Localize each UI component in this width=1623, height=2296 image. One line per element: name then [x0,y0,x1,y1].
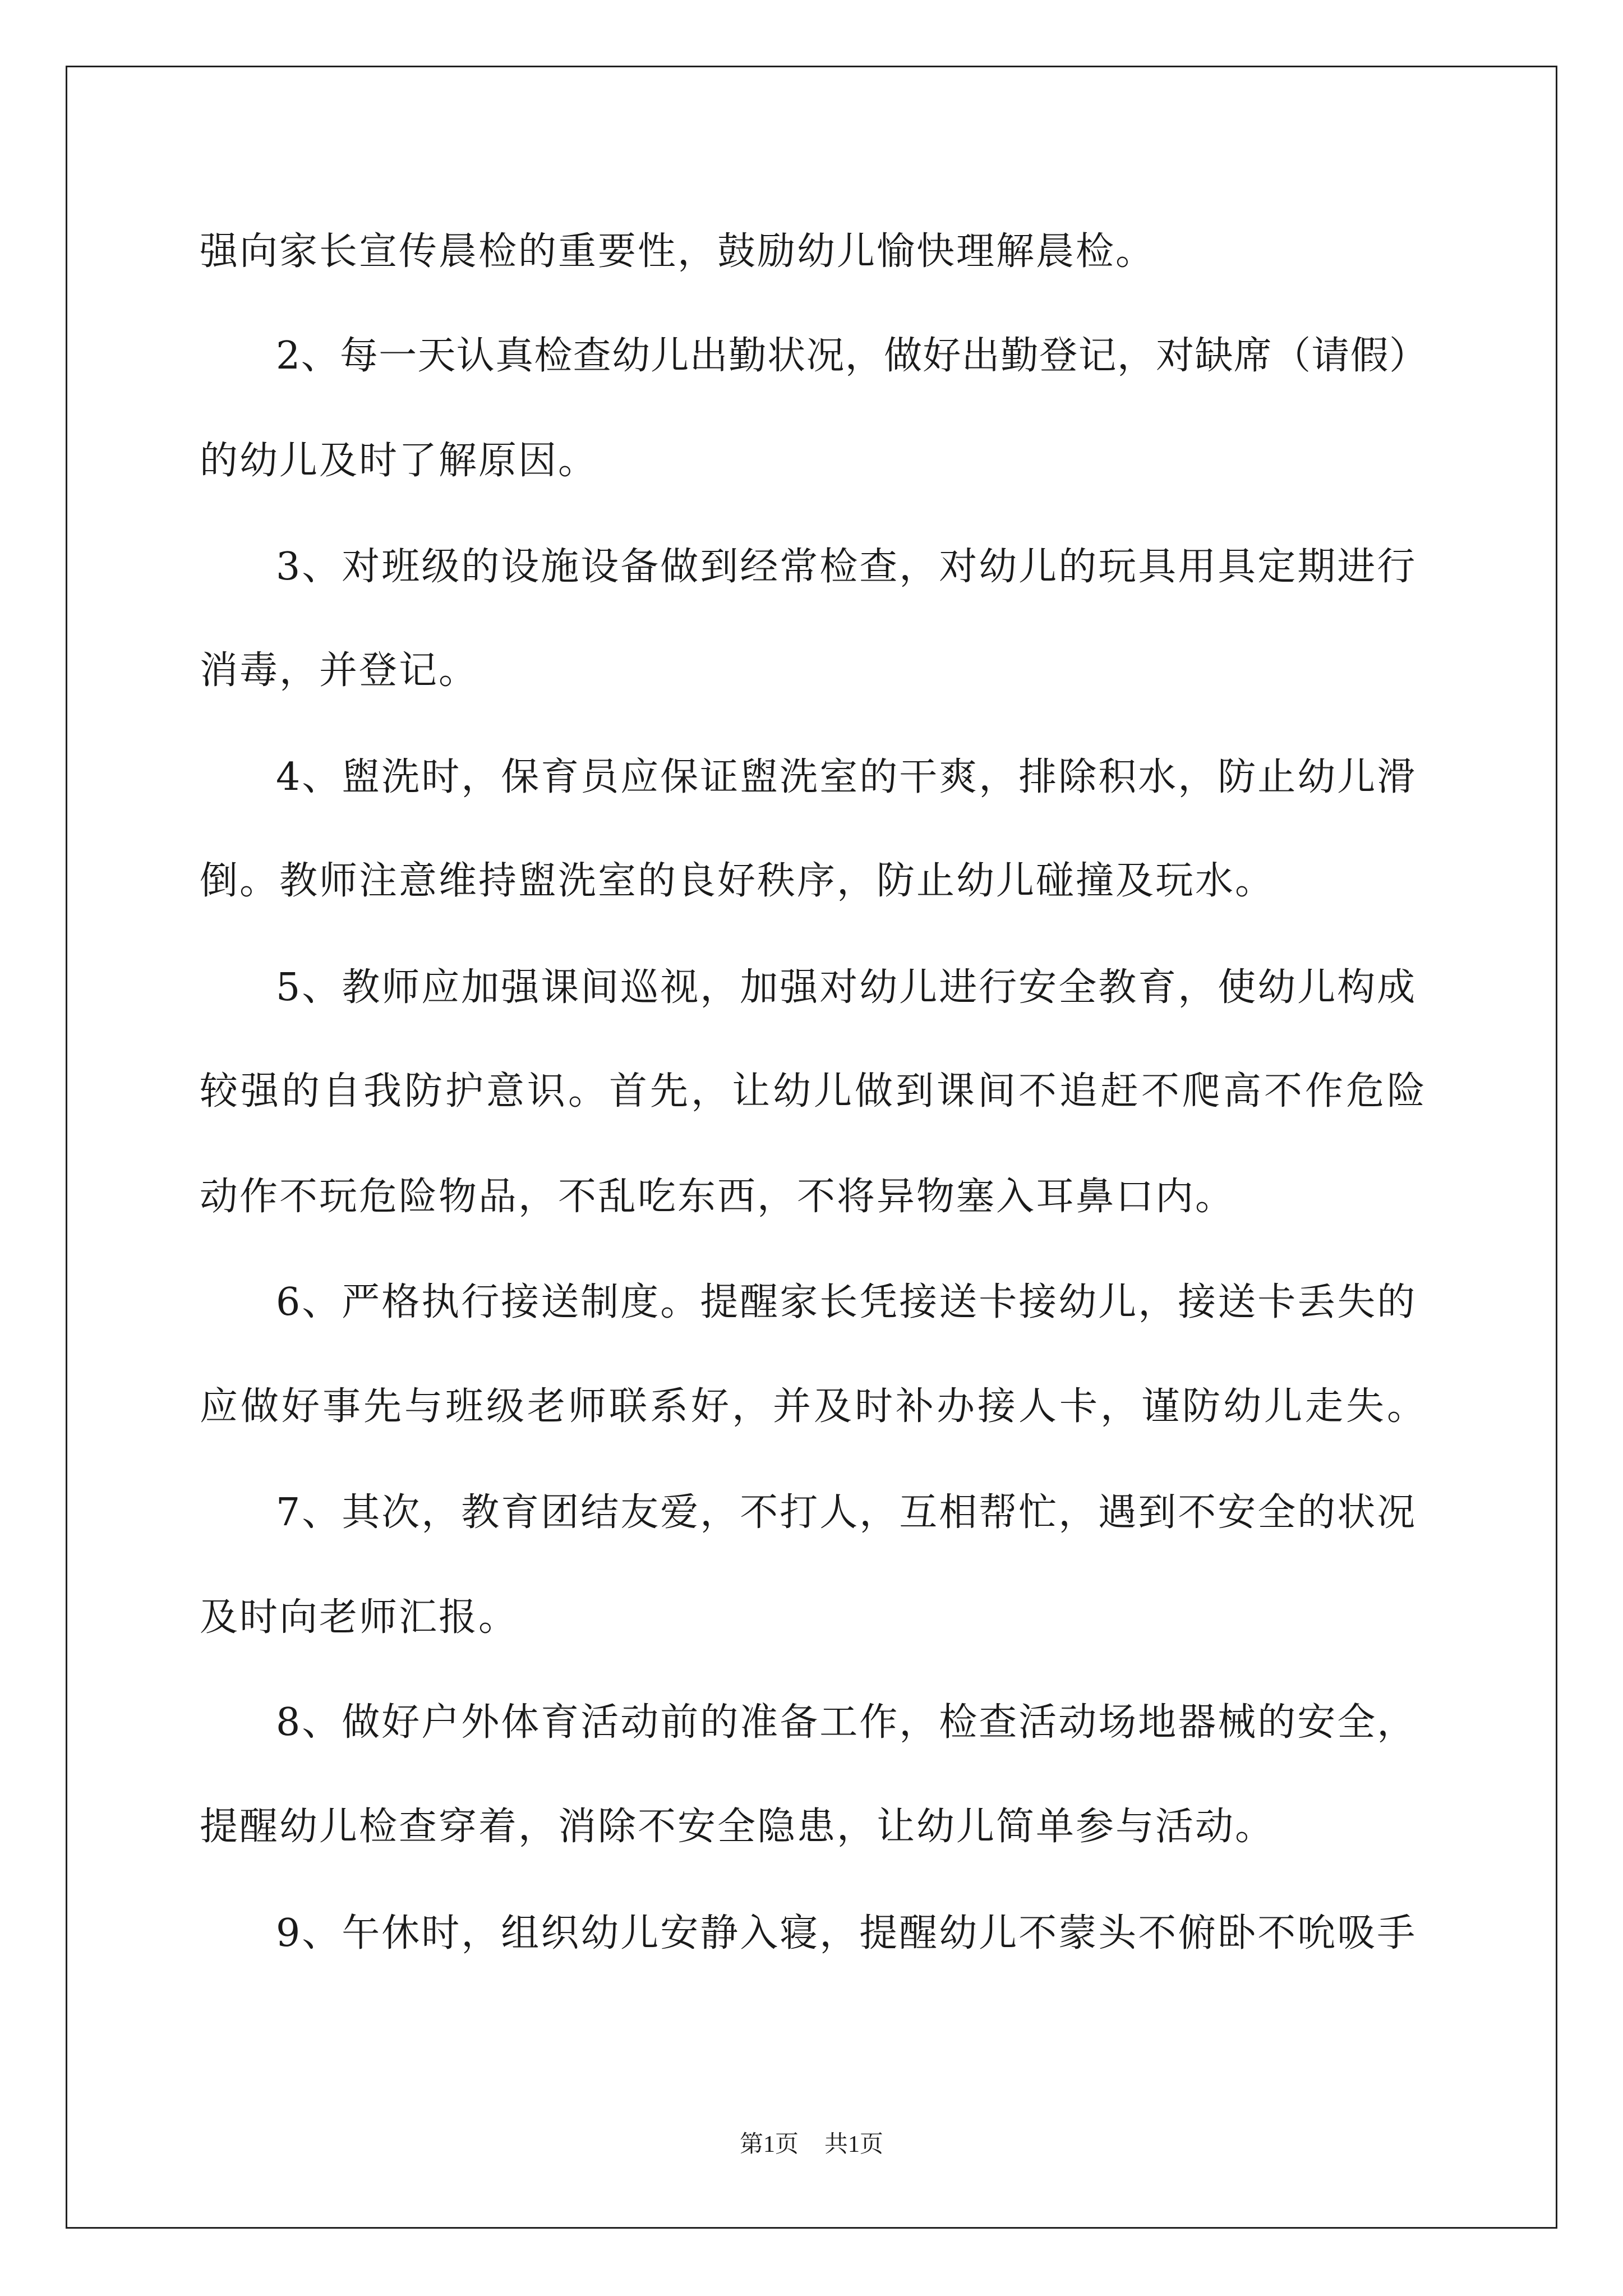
text-line: 动作不玩危险物品，不乱吃东西，不将异物塞入耳鼻口内。 [200,1175,1235,1219]
page-footer [0,2129,1623,2160]
text-line: 2、每一天认真检查幼儿出勤状况，做好出勤登记，对缺席（请假） [276,334,1428,378]
text-line: 4、盥洗时，保育员应保证盥洗室的干爽，排除积水，防止幼儿滑 [276,755,1417,799]
page-border [66,66,1557,2229]
text-line: 5、教师应加强课间巡视，加强对幼儿进行安全教育，使幼儿构成 [276,965,1417,1010]
text-line: 提醒幼儿检查穿着，消除不安全隐患，让幼儿简单参与活动。 [200,1805,1275,1849]
text-line: 及时向老师汇报。 [200,1595,519,1640]
text-line: 强向家长宣传晨检的重要性，鼓励幼儿愉快理解晨检。 [200,229,1156,274]
text-line: 3、对班级的设施设备做到经常检查，对幼儿的玩具用具定期进行 [276,545,1417,589]
text-line: 倒。教师注意维持盥洗室的良好秩序，防止幼儿碰撞及玩水。 [200,859,1275,903]
text-line: 应做好事先与班级老师联系好，并及时补办接人卡，谨防幼儿走失。 [200,1384,1428,1429]
text-line: 7、其次，教育团结友爱，不打人，互相帮忙，遇到不安全的状况 [276,1490,1417,1535]
text-line: 的幼儿及时了解原因。 [200,439,598,483]
text-line: 6、严格执行接送制度。提醒家长凭接送卡接幼儿，接送卡丢失的 [276,1280,1417,1324]
text-line: 8、做好户外体育活动前的准备工作，检查活动场地器械的安全， [276,1700,1417,1745]
page-number: 第1页 [739,2132,799,2157]
page-total: 共1页 [824,2132,884,2157]
text-line: 较强的自我防护意识。首先，让幼儿做到课间不追赶不爬高不作危险 [200,1069,1428,1114]
text-line: 消毒，并登记。 [200,648,479,693]
text-line: 9、午休时，组织幼儿安静入寝，提醒幼儿不蒙头不俯卧不吮吸手 [276,1911,1417,1955]
